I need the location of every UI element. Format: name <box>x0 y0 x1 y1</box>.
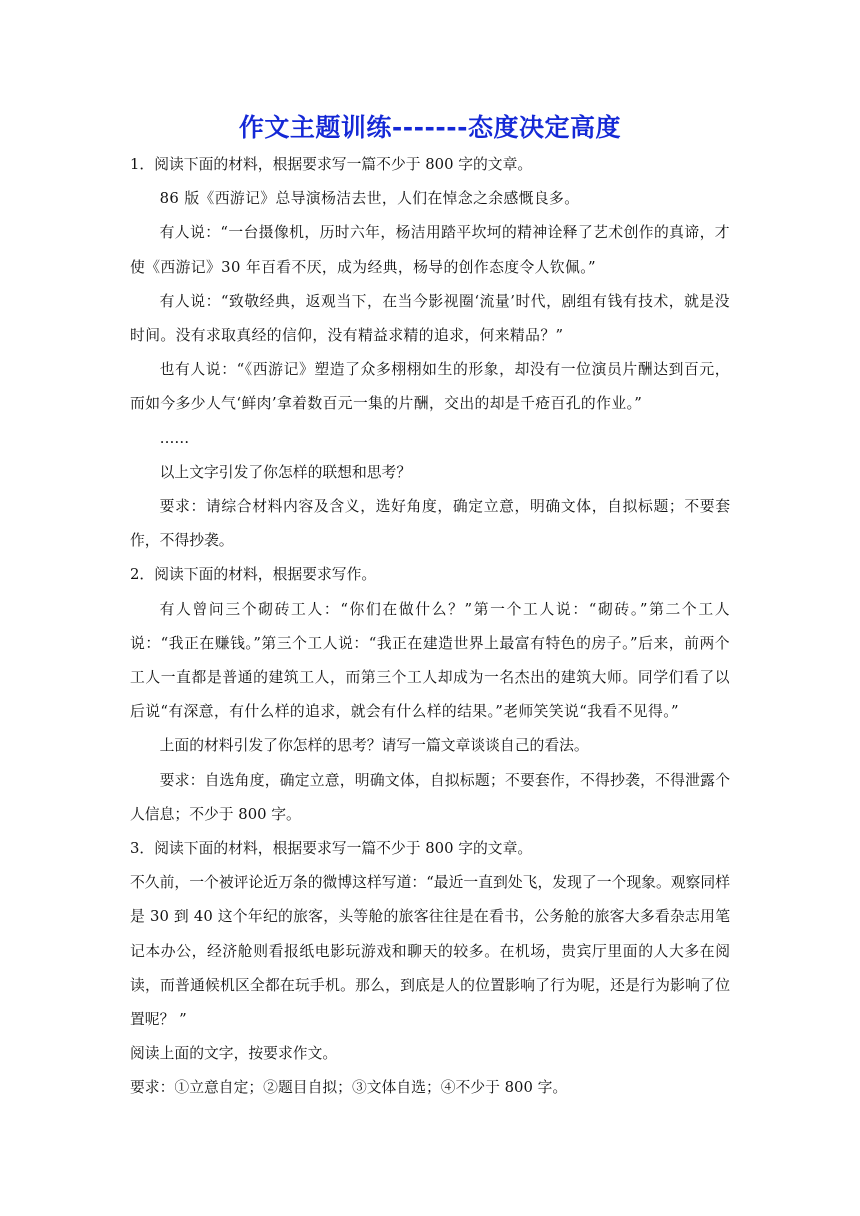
document-title: 作文主题训练-------态度决定高度 <box>238 113 622 142</box>
q3-material: 不久前，一个被评论近万条的微博这样写道：“最近一直到处飞，发现了一个现象。观察同样是 30 到 40 这个年纪的旅客，头等舱的旅客往往是在看书，公务舱的旅客大多看杂志用笔记本办公，经济舱则看报纸电影玩游戏和聊天的较多。在机场，贵宾厅里面的人大多在阅读，而普通候机区全都在玩手机。那么，到底是人的位置影响了行为呢，还是行为影响了位置呢？ ” <box>130 874 730 1029</box>
q2-requirement: 要求：自选角度，确定立意，明确文体，自拟标题；不要套作，不得抄袭，不得泄露个人信息；不少于 800 字。 <box>130 771 730 823</box>
q1-opinion-3: 也有人说：“《西游记》塑造了众多栩栩如生的形象，却没有一位演员片酬达到百元，而如今多少人气‘鲜肉’拿着数百元一集的片酬，交出的却是千疮百孔的作业。” <box>130 361 730 413</box>
q1-prompt: 1．阅读下面的材料，根据要求写一篇不少于 800 字的文章。 <box>130 156 533 173</box>
q3-requirement: 要求：①立意自定；②题目自拟；③文体自选；④不少于 800 字。 <box>130 1079 568 1097</box>
q1-ellipsis: …… <box>159 429 190 447</box>
q1-question: 以上文字引发了你怎样的联想和思考？ <box>159 463 412 481</box>
q3-prompt: 3．阅读下面的材料，根据要求写一篇不少于 800 字的文章。 <box>130 840 533 858</box>
q2-prompt: 2．阅读下面的材料，根据要求写作。 <box>130 566 377 584</box>
q1-opinion-2: 有人说：“致敬经典，返观当下，在当今影视圈‘流量’时代，剧组有钱有技术，就是没时间。没有求取真经的信仰，没有精益求精的追求，何来精品？” <box>130 292 730 345</box>
q3-instruction: 阅读上面的文字，按要求作文。 <box>130 1045 338 1063</box>
q2-question: 上面的材料引发了你怎样的思考？请写一篇文章谈谈自己的看法。 <box>159 737 589 755</box>
q1-intro: 86 版《西游记》总导演杨洁去世，人们在悼念之余感慨良多。 <box>159 190 580 208</box>
document-body <box>130 148 730 1106</box>
q1-requirement: 要求：请综合材料内容及含义，选好角度，确定立意，明确文体，自拟标题；不要套作，不得抄袭。 <box>130 498 730 550</box>
q1-opinion-1: 有人说：“一台摄像机，历时六年，杨洁用踏平坎坷的精神诠释了艺术创作的真谛，才使《西游记》30 年百看不厌，成为经典，杨导的创作态度令人钦佩。” <box>130 224 730 276</box>
q2-material: 有人曾问三个砌砖工人：“你们在做什么？”第一个工人说：“砌砖。”第二个工人说：“我正在赚钱。”第三个工人说：“我正在建造世界上最富有特色的房子。”后来，前两个工人一直都是普通的建筑工人，而第三个工人却成为一名杰出的建筑大师。同学们看了以后说“有深意，有什么样的追求，就会有什么样的结果。”老师笑笑说“我看不见得。” <box>130 600 730 721</box>
